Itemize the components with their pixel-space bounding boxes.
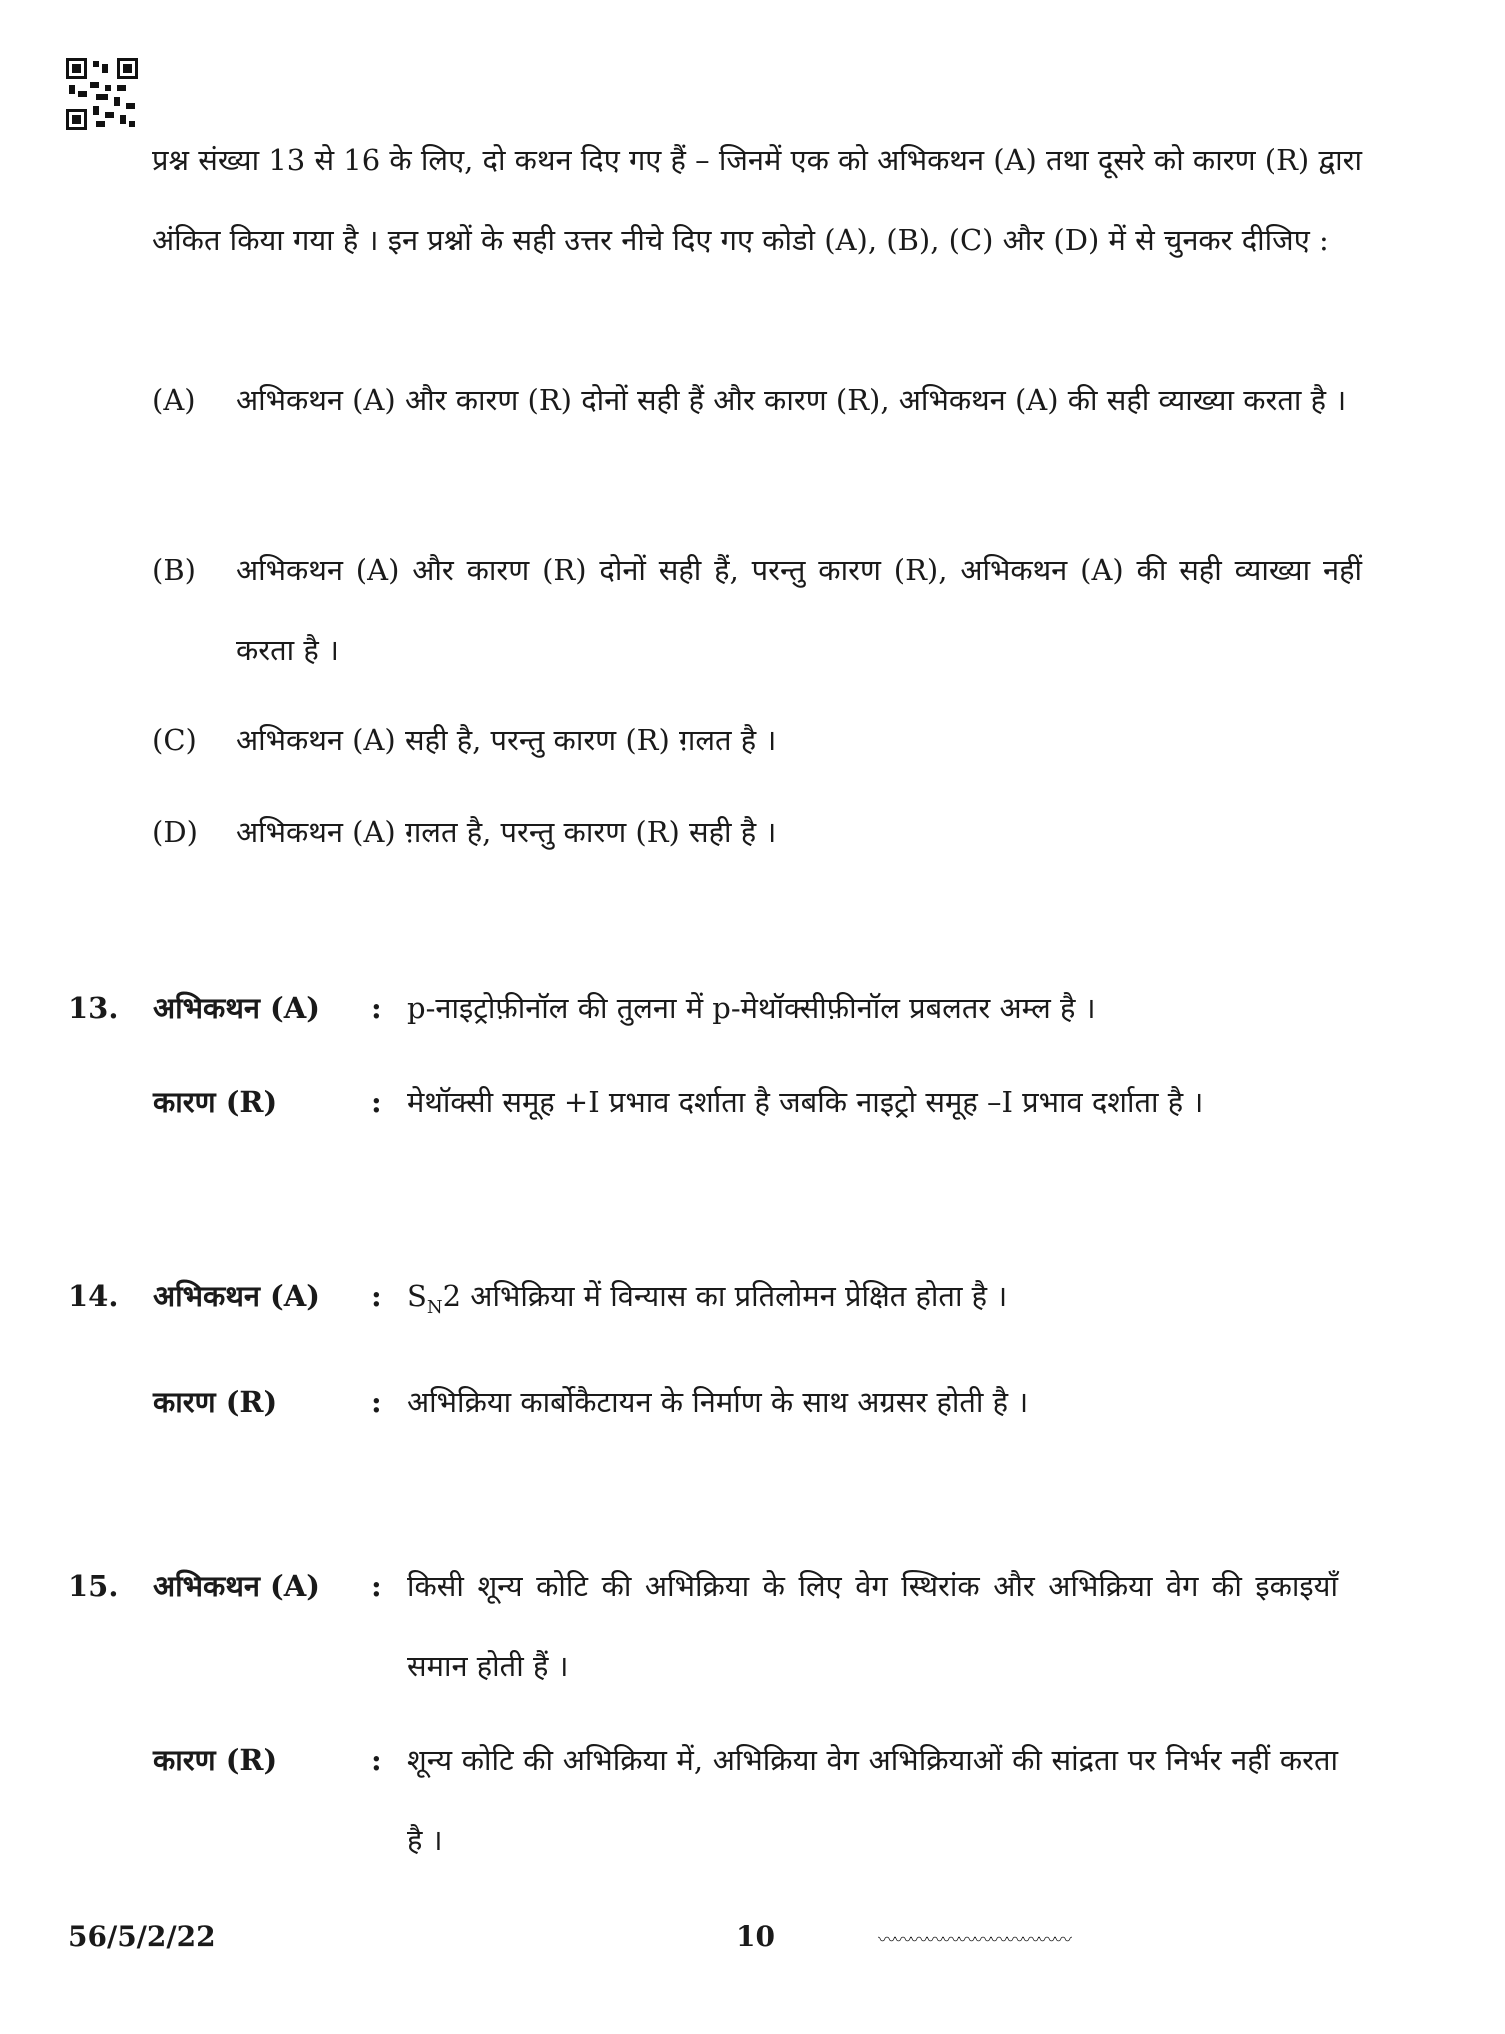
assertion-label: अभिकथन (A): [153, 1569, 320, 1603]
reason-text: शून्य कोटि की अभिक्रिया में, अभिक्रिया वेग अभिक्रियाओं की सांद्रता पर निर्भर नहीं करता है ।: [407, 1743, 1338, 1857]
assertion-label: अभिकथन (A): [153, 1279, 320, 1313]
paper-code: 56/5/2/22: [68, 1920, 216, 1953]
reason-text: अभिक्रिया कार्बोकैटायन के निर्माण के साथ अग्रसर होती है ।: [407, 1384, 1029, 1419]
page-number: 10: [736, 1920, 775, 1953]
qr-code-icon: [66, 58, 138, 130]
option-label: (A): [152, 383, 196, 417]
option-text: अभिकथन (A) और कारण (R) दोनों सही हैं, परन्तु कारण (R), अभिकथन (A) की सही व्याख्या नहीं करता है ।: [236, 553, 1362, 667]
option-text: अभिकथन (A) सही है, परन्तु कारण (R) ग़लत है ।: [236, 723, 777, 757]
reason-label: कारण (R): [153, 1085, 278, 1119]
page-footer: [68, 1920, 1368, 1960]
colon: :: [371, 1743, 382, 1777]
assertion-text: किसी शून्य कोटि की अभिक्रिया के लिए वेग स्थिरांक और अभिक्रिया वेग की इकाइयाँ समान होती हैं ।: [407, 1569, 1338, 1683]
reason-label: कारण (R): [153, 1743, 278, 1777]
instructions-paragraph: प्रश्न संख्या 13 से 16 के लिए, दो कथन दिए गए हैं – जिनमें एक को अभिकथन (A) तथा दूसरे को कारण (R) द्वारा अंकित किया गया है । इन प्रश्नों के सही उत्तर नीचे दिए गए कोडो (A), (B), (C) और (D) में से चुनकर दीजिए :: [152, 143, 1362, 257]
option-label: (C): [152, 723, 197, 757]
assertion-text: $S_N2$ अभिक्रिया में विन्यास का प्रतिलोमन प्रेक्षित होता है ।: [407, 1279, 1008, 1318]
option-text: अभिकथन (A) और कारण (R) दोनों सही हैं और कारण (R), अभिकथन (A) की सही व्याख्या करता है ।: [236, 383, 1347, 417]
option-label: (D): [152, 815, 198, 849]
colon: :: [371, 991, 382, 1025]
assertion-text: p-नाइट्रोफ़ीनॉल की तुलना में p-मेथॉक्सीफ़ीनॉल प्रबलतर अम्ल है ।: [407, 991, 1096, 1025]
question-number: 14.: [68, 1279, 119, 1313]
question-15: [68, 1546, 1368, 1880]
assertion-label: अभिकथन (A): [153, 991, 320, 1025]
option-label: (B): [152, 553, 196, 587]
question-number: 13.: [68, 991, 119, 1025]
colon: :: [371, 1384, 382, 1419]
option-b: [152, 530, 1362, 690]
colon: :: [371, 1085, 382, 1119]
option-a: [152, 360, 1362, 440]
option-c: [152, 700, 1362, 780]
reason-label: कारण (R): [153, 1384, 278, 1419]
colon: :: [371, 1279, 382, 1313]
question-number: 15.: [68, 1569, 119, 1603]
option-text: अभिकथन (A) ग़लत है, परन्तु कारण (R) सही है ।: [236, 815, 777, 849]
reason-text: मेथॉक्सी समूह +I प्रभाव दर्शाता है जबकि नाइट्रो समूह –I प्रभाव दर्शाता है ।: [407, 1085, 1204, 1119]
question-14: [68, 1256, 1368, 1442]
colon: :: [371, 1569, 382, 1603]
question-13: [68, 968, 1368, 1142]
squiggle-line: 〰〰〰〰〰〰〰〰〰〰〰〰: [878, 1930, 1070, 1951]
option-d: [152, 792, 1362, 872]
